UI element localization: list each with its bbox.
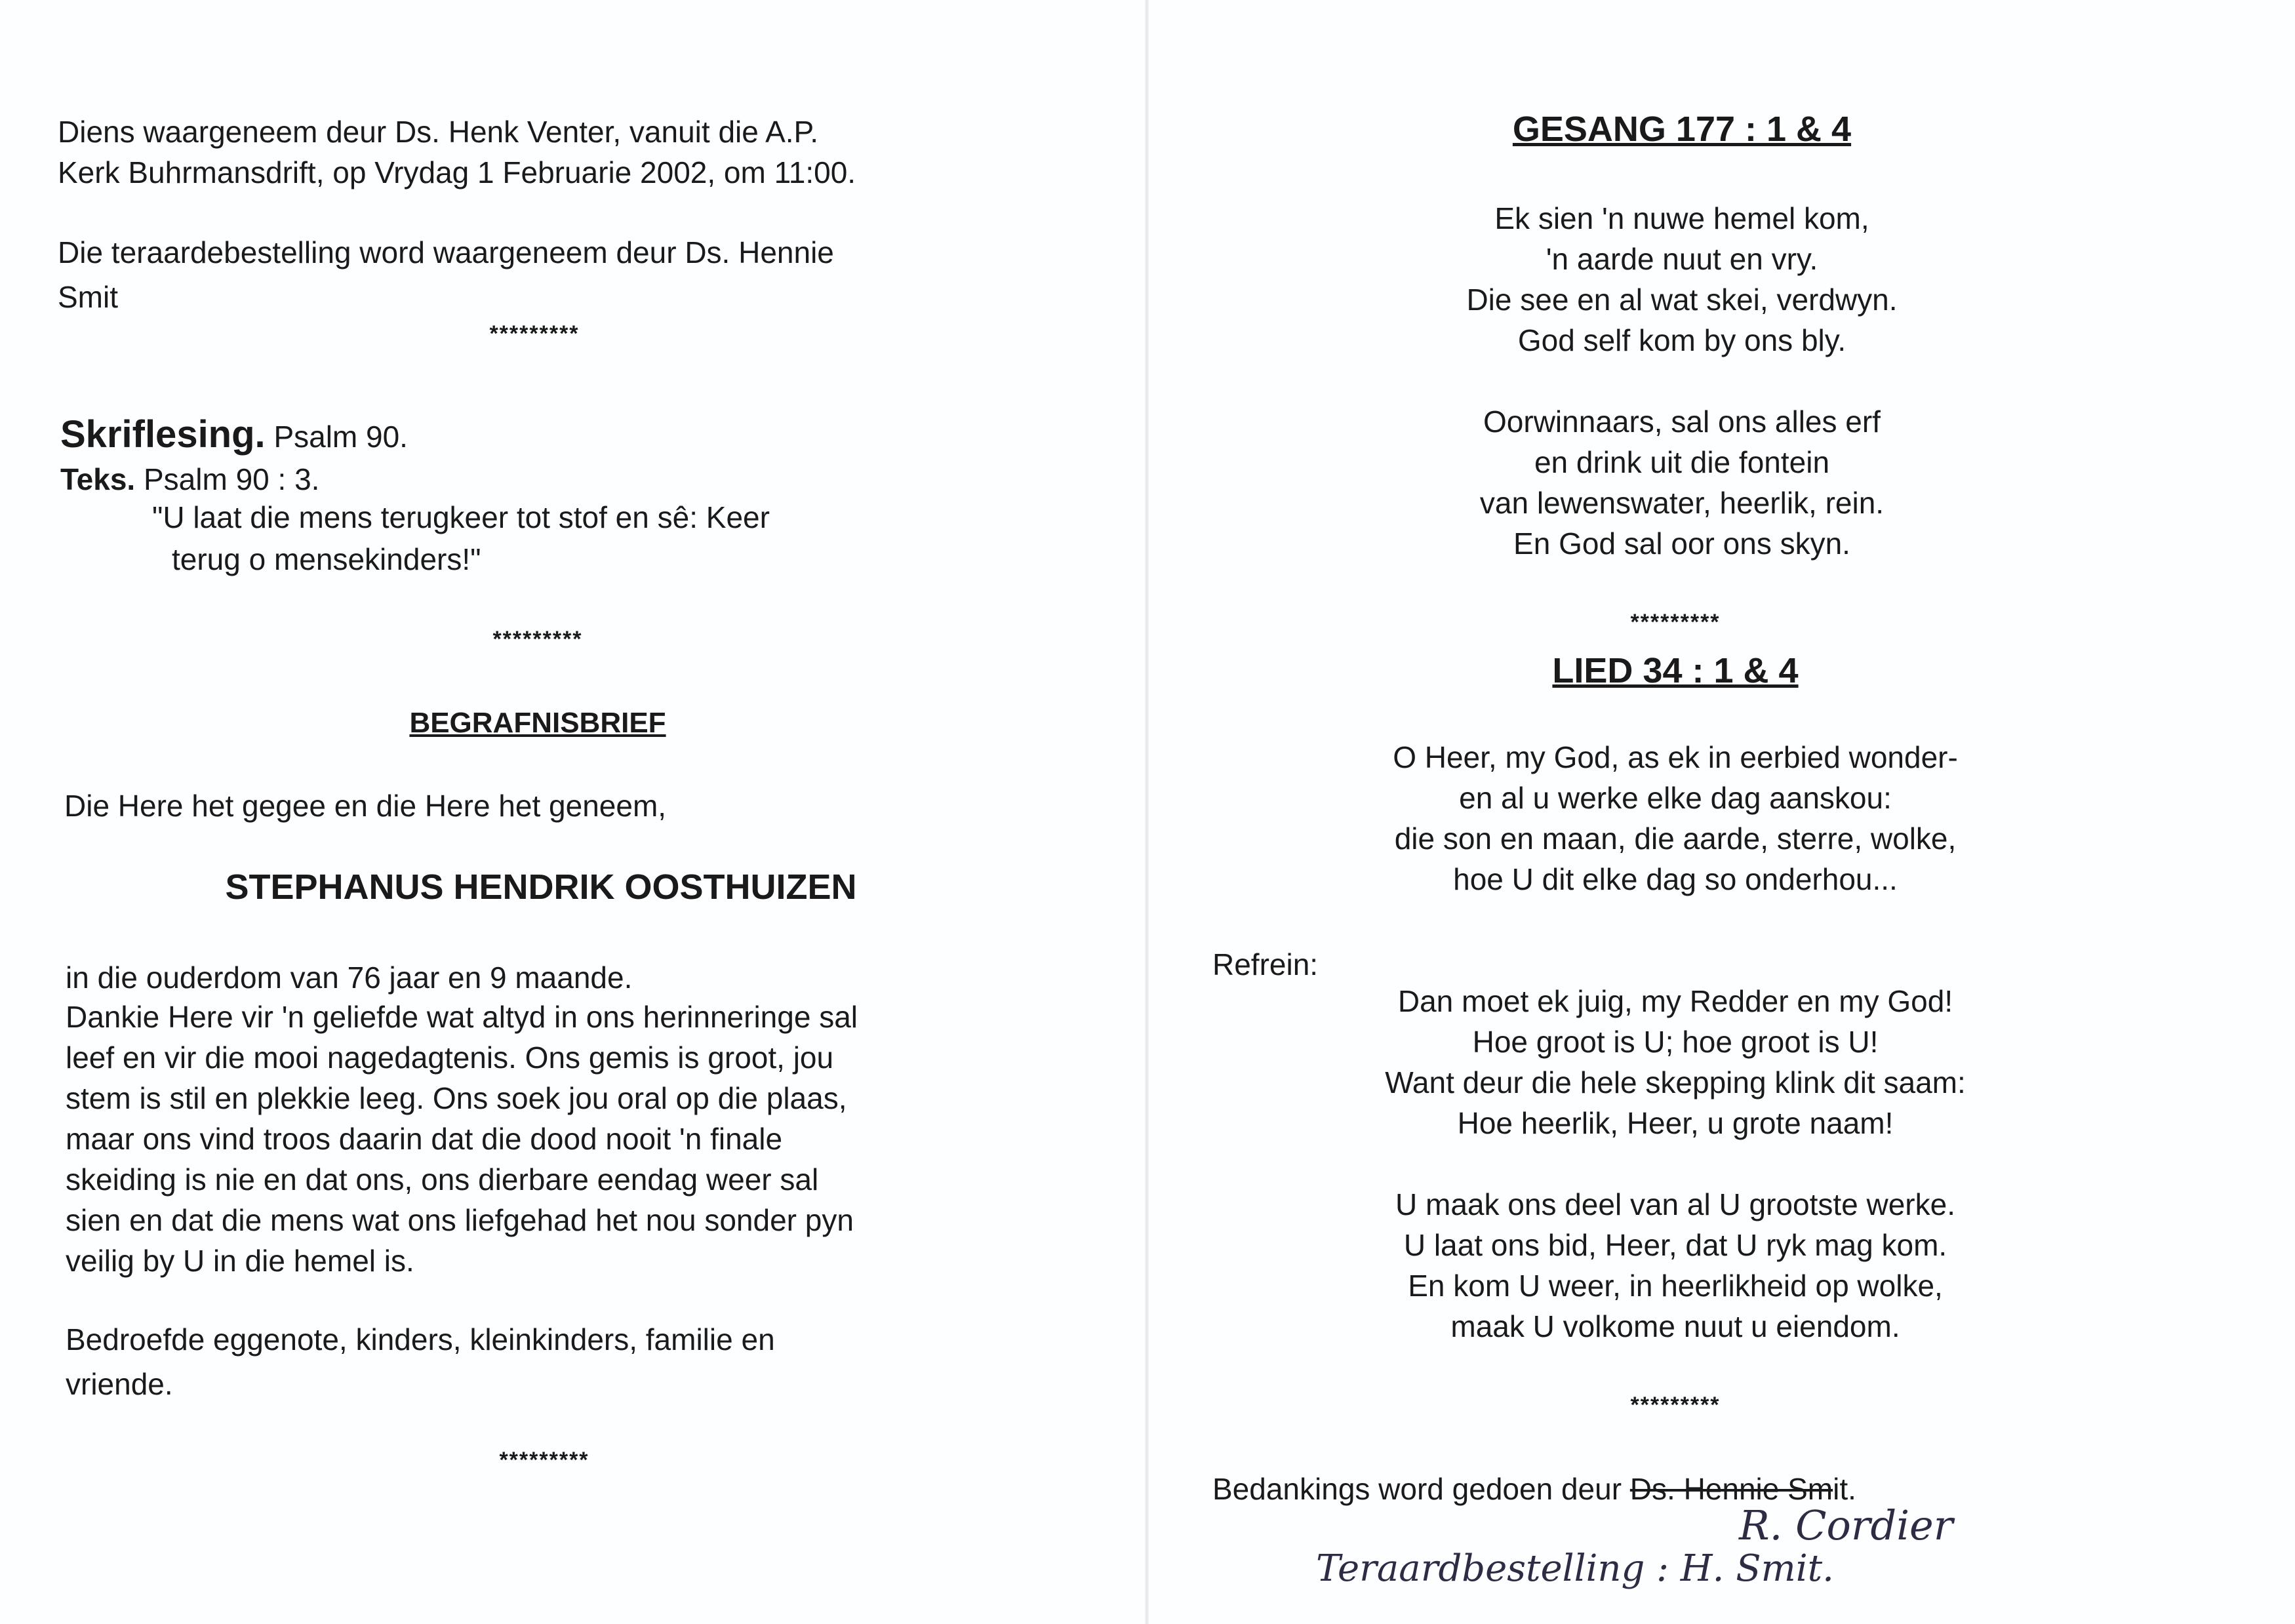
hymn1-line: Oorwinnaars, sal ons alles erf [1483,405,1881,439]
hymn1-line: God self kom by ons bly. [1517,323,1846,357]
separator-1: ********* [489,321,580,346]
hymn1-line: 'n aarde nuut en vry. [1546,242,1818,276]
hymn2-verse1-line: O Heer, my God, as ek in eerbied wonder- [1393,740,1958,774]
thanks-struck-name: Ds. Hennie Sm [1629,1472,1833,1506]
body-line: stem is stil en plekkie leeg. Ons soek jou oral op die plaas, [66,1081,847,1115]
scripture-ref: Psalm 90. [273,420,408,454]
burial-line-1: Die teraardebestelling word waargeneem deur Ds. Hennie [58,235,834,269]
hymn2-verse1-line: en al u werke elke dag aanskou: [1459,781,1892,815]
hymn1-line: Die see en al wat skei, verdwyn. [1466,283,1898,317]
hymn2-title: LIED 34 : 1 & 4 [1552,651,1799,690]
hymn2-verse2-line: maak U volkome nuut u eiendom. [1450,1309,1900,1343]
body-line: maar ons vind troos daarin dat die dood nooit 'n finale [66,1122,783,1156]
deceased-name: STEPHANUS HENDRIK OOSTHUIZEN [225,867,857,907]
separator-3: ********* [499,1448,589,1473]
hymn2-verse2-line: En kom U weer, in heerlikheid op wolke, [1408,1269,1943,1303]
hymn1-line: En God sal oor ons skyn. [1513,526,1850,561]
hymn2-verse2-line: U laat ons bid, Heer, dat U ryk mag kom. [1403,1228,1947,1262]
refrain-line: Hoe heerlik, Heer, u grote naam! [1457,1106,1894,1140]
letter-title: BEGRAFNISBRIEF [409,707,666,739]
thanks-prefix: Bedankings word gedoen deur [1212,1472,1630,1506]
burial-line-2: Smit [58,280,118,314]
body-line: in die ouderdom van 76 jaar en 9 maande. [66,961,633,995]
service-line-1: Diens waargeneem deur Ds. Henk Venter, vanuit die A.P. [58,115,819,149]
left-page [0,0,1145,1624]
body-line: sien en dat die mens wat ons liefgehad het nou sonder pyn [66,1203,854,1237]
refrain-line: Hoe groot is U; hoe groot is U! [1472,1025,1879,1059]
text-ref: Psalm 90 : 3. [144,462,320,496]
body-line: veilig by U in die hemel is. [66,1244,414,1278]
hymn1-title: GESANG 177 : 1 & 4 [1512,109,1852,149]
hymn2-verse1-line: hoe U dit elke dag so onderhou... [1453,862,1898,896]
scripture-label: Skriflesing. [60,413,266,456]
separator-4: ********* [1630,610,1721,635]
text-label: Teks. [60,462,136,496]
quote-line-2: terug o mensekinders!" [172,542,481,576]
hymn1-line: Ek sien 'n nuwe hemel kom, [1494,201,1869,235]
refrain-line: Want deur die hele skepping klink dit saam: [1385,1065,1966,1099]
hymn2-verse2-line: U maak ons deel van al U grootste werke. [1395,1187,1955,1221]
quote-line-1: "U laat die mens terugkeer tot stof en sê: Keer [152,500,770,534]
hymn1-line: en drink uit die fontein [1534,445,1830,479]
mourners-line-1: Bedroefde eggenote, kinders, kleinkinders, familie en [66,1322,775,1357]
separator-5: ********* [1630,1393,1721,1417]
separator-2: ********* [492,627,583,652]
service-line-2: Kerk Buhrmansdrift, op Vrydag 1 Februarie 2002, om 11:00. [58,155,856,189]
handwritten-correction: R. Cordier [1739,1501,1953,1549]
text-line [60,459,319,500]
body-line: skeiding is nie en dat ons, ons dierbare eendag weer sal [66,1162,819,1197]
hymn1-line: van lewenswater, heerlik, rein. [1479,486,1885,520]
refrain-label: Refrein: [1212,947,1319,981]
letter-intro: Die Here het gegee en die Here het geneem, [64,789,667,823]
body-line: leef en vir die mooi nagedagtenis. Ons gemis is groot, jou [66,1040,834,1075]
mourners-line-2: vriende. [66,1367,173,1401]
thanks-suffix: it. [1833,1472,1856,1506]
refrain-line: Dan moet ek juig, my Redder en my God! [1397,984,1953,1018]
scripture-line [60,414,408,457]
body-line: Dankie Here vir 'n geliefde wat altyd in ons herinneringe sal [66,1000,858,1034]
handwritten-note: Teraardbestelling : H. Smit. [1316,1547,1834,1590]
hymn2-verse1-line: die son en maan, die aarde, sterre, wolke, [1394,822,1957,856]
right-page [1149,0,2295,1624]
